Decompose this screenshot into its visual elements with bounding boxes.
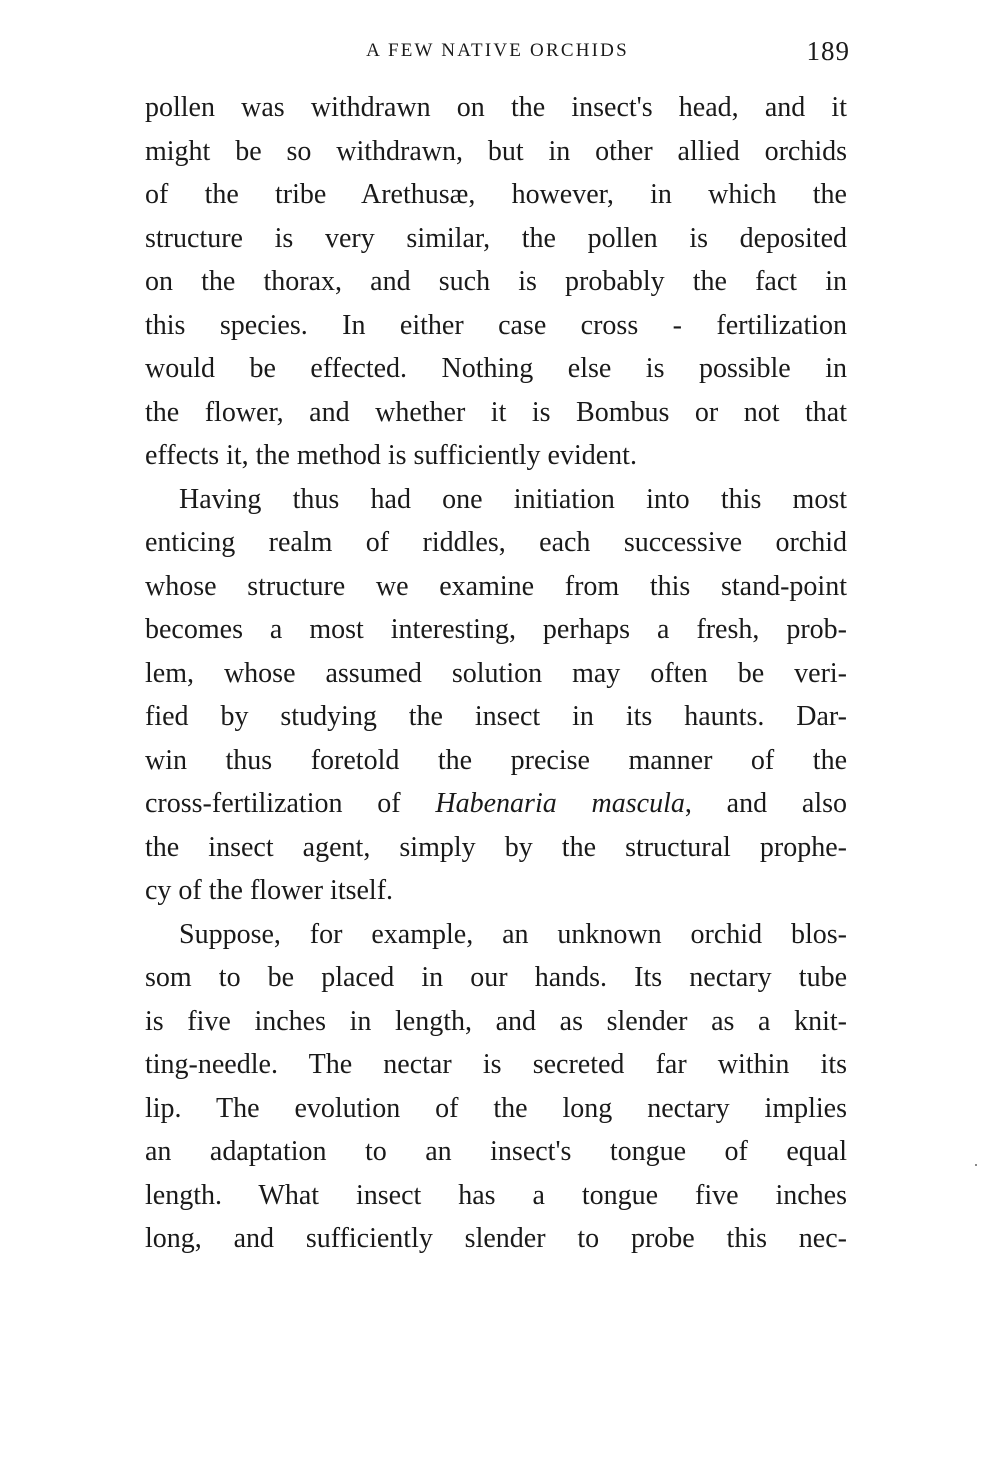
scan-speck [975,1164,977,1166]
text-line: win thus foretold the precise manner of the [145,744,847,776]
text-line: is five inches in length, and as slender as a knit- [145,1005,847,1037]
text-line: whose structure we examine from this stand-point [145,570,847,602]
text-line: the insect agent, simply by the structural prophe- [145,831,847,863]
paragraph-2 [145,478,847,913]
text-line: pollen was withdrawn on the insect's head, and it [145,92,847,123]
body-text [145,86,847,1261]
text-line: would be effected. Nothing else is possible in [145,353,847,384]
species-name-italic: Habenaria mascula [435,788,685,819]
page-number: 189 [806,36,850,66]
text-line: fied by studying the insect in its haunts. Dar- [145,701,847,732]
text-line: lip. The evolution of the long nectary implies [145,1092,847,1124]
text-line: an adaptation to an insect's tongue of equal [145,1136,847,1167]
text-line: on the thorax, and such is probably the fact in [145,266,847,297]
text-run: cross-fertilization of [145,788,436,819]
text-line-with-italic [145,782,847,826]
running-head [145,36,850,70]
running-title: A FEW NATIVE ORCHIDS [366,40,629,61]
text-run: , and also [684,788,847,819]
text-line: might be so withdrawn, but in other allied orchids [145,135,847,167]
text-line: som to be placed in our hands. Its nectary tube [145,962,847,993]
text-line: length. What insect has a tongue five inches [145,1179,847,1211]
text-line: this species. In either case cross - fertilization [145,309,847,341]
paragraph-3 [145,913,847,1261]
paragraph-1 [145,86,847,478]
text-line: of the tribe Arethusæ, however, in which the [145,179,847,210]
text-line: becomes a most interesting, perhaps a fresh, prob- [145,614,847,645]
text-line: structure is very similar, the pollen is deposited [145,222,847,254]
text-line: cy of the flower itself. [145,875,394,906]
text-line: enticing realm of riddles, each successive orchid [145,527,847,558]
text-line: Suppose, for example, an unknown orchid blos- [179,918,847,950]
text-line: ting-needle. The nectar is secreted far within its [145,1049,847,1080]
text-line: the flower, and whether it is Bombus or not that [145,396,847,428]
text-line: effects it, the method is sufficiently evident. [145,440,637,471]
text-line: lem, whose assumed solution may often be veri- [145,657,847,689]
text-line: Having thus had one initiation into this most [179,483,847,515]
text-line: long, and sufficiently slender to probe this nec- [145,1223,847,1254]
